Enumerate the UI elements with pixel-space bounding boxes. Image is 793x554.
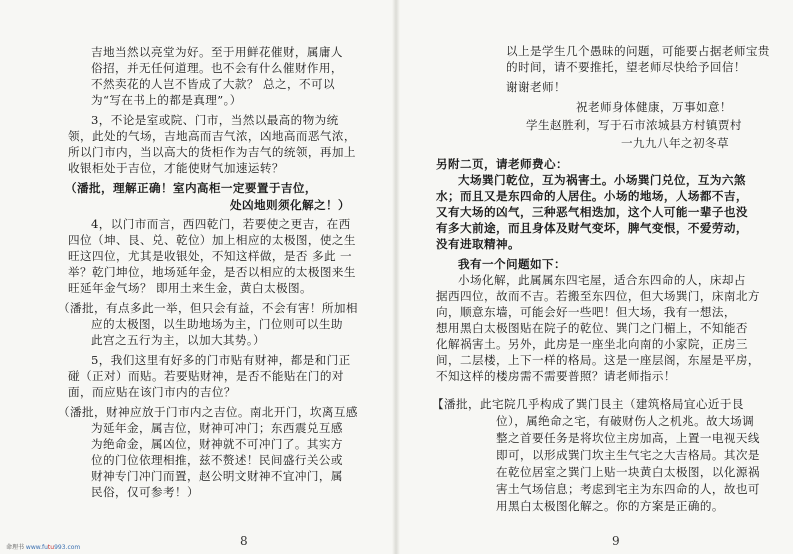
text-line: 间，二层楼，上下一样的格局。这是一座层阁，东屋是平房， [436, 353, 760, 367]
footer-site-c: 993.com [54, 544, 81, 551]
text-line: 碰（正对）而贴。若要贴财神，是否不能贴在门的对 [68, 369, 344, 383]
text-line: 【潘批，此宅院几乎构成了巽门艮主（建筑格局宜心近于艮 [432, 397, 744, 411]
page-number: 8 [240, 534, 248, 548]
text-line: 处凶地则须化解之！） [230, 198, 350, 212]
text-line: 小场化解，此属属东四宅屋，适合东四命的人，床却占 [458, 273, 746, 287]
text-line: 不知这样的楼房需不需要普照？请老师指示！ [436, 369, 676, 383]
text-line: 用黑白太极图化解之。你的方案是正确的。 [496, 499, 724, 513]
text-line: （潘批，理解正确！室内高柜一定要置于吉位， [65, 181, 317, 195]
footer-watermark [6, 542, 80, 551]
text-line: 谢谢老师！ [506, 80, 566, 94]
text-line: 位），属绝命之宅，有破财伤人之机兆。故大场调 [496, 414, 755, 428]
left-page [0, 0, 396, 554]
text-line: 吉地当然以亮堂为好。至于用鲜花催财，属庸人 [91, 45, 343, 59]
text-line: 为绝命金，属凶位，财神就不可冲门了。其实方 [91, 437, 343, 451]
text-line: 的时间，请不要推托，望老师尽快给予回信！ [506, 60, 746, 74]
text-line: 面，而应贴在该门市内的吉位？ [68, 385, 236, 399]
text-line: 旺延年金气场？ 即用土来生金，黄白太极图。 [68, 281, 312, 295]
text-line: （潘批，有点多此一举，但只会有益，不会有害！所加相 [58, 301, 358, 315]
text-line: 一九九八年之初冬草 [621, 136, 729, 150]
text-line: 4，以门市而言，西四乾门，若要使之更吉，在西 [91, 217, 351, 231]
footer-site-b: tu [47, 544, 55, 551]
text-line: 为延年金，属吉位，财神可冲门；东西震兑互感 [91, 421, 343, 435]
text-line: 以上是学生几个愚昧的问题，可能要占据老师宝贵 [506, 44, 770, 58]
text-line: 旺这四位，尤其是收银处，不知这样做，是否 多此 一 [68, 249, 353, 263]
text-line: 位的门位依理相推，兹不赘述！民间盛行关公或 [91, 453, 343, 467]
page-number: 9 [612, 534, 620, 548]
footer-site-a: www.fu [25, 544, 48, 551]
text-line: 又有大场的凶气，三种恶气相迭加，这个人可能一辈子也没 [436, 205, 748, 219]
text-line: 整之首要任务是将坎位主房加高，上置一电视天线 [496, 431, 760, 445]
text-line: 另附二页，请老师费心： [436, 157, 568, 171]
text-line: 向，顺意东墙，可能会好一些吧！但大场，我有一想法， [436, 305, 736, 319]
text-line: 为“写在书上的都是真理”。） [91, 93, 242, 107]
text-line: 举？乾门坤位，地场延年金，是否以相应的太极图来生 [68, 265, 356, 279]
text-line: （潘批，财神应放于门市内之吉位。南北开门，坎离互感 [58, 405, 358, 419]
text-line: 5，我们这里有好多的门市贴有财神，都是和门正 [91, 353, 351, 367]
text-line: 领，此处的气场，吉地高而吉气浓，凶地高而恶气浓， [68, 129, 356, 143]
text-line: 所以门市内，当以高大的货柜作为吉气的统领，再加上 [68, 145, 356, 159]
text-line: 不然卖花的人岂不皆成了大款？ 总之，不可以 [91, 77, 335, 91]
text-line: 财神专门冲门而置，赵公明文财神不宜冲门，属 [91, 469, 343, 483]
text-line: 据西四位，故而不吉。若搬至东四位，但大场巽门，床南北方 [436, 289, 760, 303]
text-line: 学生赵胜利，写于石市浓城县方村镇贾村 [526, 118, 742, 132]
text-line: 即可，以形成巽门坎主生气宅之大吉格局。其次是 [496, 448, 760, 462]
text-line: 四位（坤、艮、兑、乾位）加上相应的太极图，使之生 [68, 233, 356, 247]
text-line: 此宫之五行为主，以加大其势。） [91, 333, 266, 347]
text-line: 有多大前途，而且身体及财气变坏，脾气变恨，不爱劳动， [436, 221, 748, 235]
text-line: 害土气场信息；考虑到宅主为东四命的人，故也可 [496, 482, 760, 496]
text-line: 俗招，并无任何道理。也不会有什么催财作用， [91, 61, 343, 75]
text-line: 应的太极图，以生助地场为主，门位则可以生助 [91, 317, 343, 331]
text-line: 在乾位居室之巽门上贴一块黄白太极图，以化源祸 [496, 465, 760, 479]
text-line: 没有进取精神。 [436, 237, 520, 251]
text-line: 大场巽门乾位，互为祸害土。小场巽门兑位，互为六煞 [458, 173, 746, 187]
text-line: 化解祸害土。另外，此房是一座坐北向南的小家院，正房三 [436, 337, 748, 351]
footer-prefix: 命理书 [6, 544, 26, 551]
text-line: 民俗，仅可参考！） [91, 485, 199, 499]
text-line: 我有一个问题如下： [458, 257, 566, 271]
text-line: 水；而且又是东四命的人居住。小场的地场，人场都不吉， [436, 189, 748, 203]
text-line: 3，不论是室或院、门市，当然以最高的物为统 [91, 113, 339, 127]
text-line: 祝老师身体健康，万事如意！ [576, 100, 732, 114]
text-line: 收银柜处于吉位，才能使财气加速运转？ [68, 161, 284, 175]
right-page [396, 0, 793, 554]
text-line: 想用黑白太极图贴在院子的乾位、巽门之门楣上，不知能否 [436, 321, 748, 335]
